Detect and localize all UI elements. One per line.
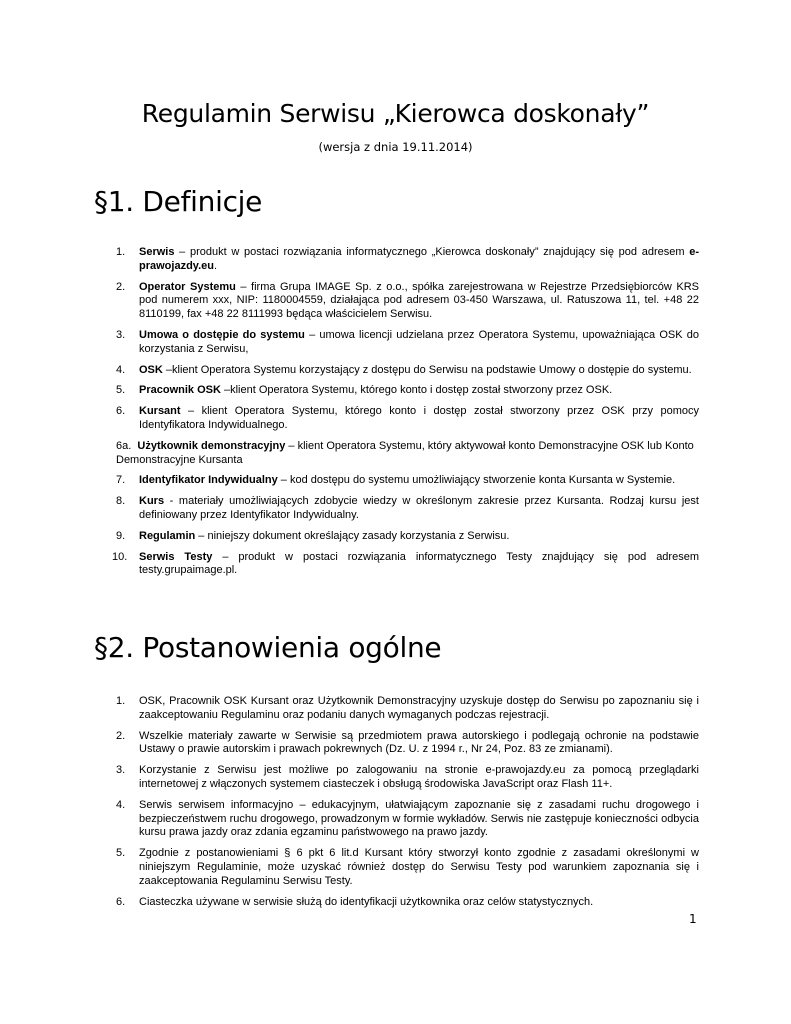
definitions-list: [0, 246, 791, 578]
list-item: 9. Regulamin – niniejszy dokument określający zasady korzystania z Serwisu.: [116, 529, 510, 542]
list-item: 4. OSK –klient Operatora Systemu korzystający z dostępu do Serwisu na podstawie Umowy o dostępie do systemu.: [116, 363, 692, 376]
list-item: 7. Identyfikator Indywidualny – kod dostępu do systemu umożliwiający stworzenie konta Kursanta w Systemie.: [116, 474, 676, 487]
list-item: 5. Pracownik OSK –klient Operatora Systemu, którego konto i dostęp został stworzony przez OSK.: [116, 384, 613, 397]
document-version: (wersja z dnia 19.11.2014): [318, 140, 473, 154]
document-title: Regulamin Serwisu „Kierowca doskonały”: [141, 99, 650, 128]
list-item: 10. Serwis Testy – produkt w postaci rozwiązania informatycznego Testy znajdujący się pod adresem testy.grupaimage.pl.: [112, 550, 699, 577]
list-item: 6. Ciasteczka używane w serwisie służą do identyfikacji użytkownika oraz celów statystycznych.: [116, 895, 594, 908]
list-item: 3. Umowa o dostępie do systemu – umowa licencji udzielana przez Operatora Systemu, upoważniająca OSK do korzystania z Serwisu,: [116, 328, 699, 355]
list-item: 3. Korzystanie z Serwisu jest możliwe po zalogowaniu na stronie e-prawojazdy.eu za pomocą przeglądarki internetowej z włączonych systemem ciasteczek i obsługą środowiska JavaScript oraz Flash 11+.: [116, 764, 699, 790]
list-item: 6. Kursant – klient Operatora Systemu, którego konto i dostęp został stworzony przez OSK przy pomocy Identyfikatora Indywidualnego.: [116, 405, 699, 431]
page-number: 1: [689, 912, 697, 926]
list-item: 2. Operator Systemu – firma Grupa IMAGE Sp. z o.o., spółka zarejestrowana w Rejestrze Przedsiębiorców KRS pod numerem xxx, NIP: 1180004559, działająca pod adresem 03-450 Warszawa, ul. Ratuszowa 11, tel. +48 22 8110199, fax +48 22 8111993 będąca właścicielem Serwisu.: [116, 280, 699, 321]
general-provisions-list: [0, 695, 791, 909]
list-item: 6a. Użytkownik demonstracyjny – klient Operatora Systemu, który aktywował konto Demonstracyjne OSK lub Konto Demonstracyjne Kursanta: [116, 439, 694, 466]
section-1-heading: §1. Definicje: [94, 185, 263, 218]
list-item: 2. Wszelkie materiały zawarte w Serwisie są przedmiotem prawa autorskiego i podlegają ochronie na podstawie Ustawy o prawie autorskim i prawach pokrewnych (Dz. U. z 1994 r., Nr 24, Poz. 83 ze zmianami).: [116, 729, 699, 756]
list-item: 1. Serwis – produkt w postaci rozwiązania informatycznego „Kierowca doskonały” znajdujący się pod adresem e-prawojazdy.eu.: [116, 246, 699, 272]
section-2-heading: §2. Postanowienia ogólne: [94, 631, 442, 664]
list-item: 5. Zgodnie z postanowieniami § 6 pkt 6 lit.d Kursant który stworzył konto zgodnie z zasadami określonymi w niniejszym Regulaminie, może uzyskać również dostęp do Serwisu Testy pod warunkiem zapoznania się i zaakceptowania Regulaminu Serwisu Testy.: [116, 847, 699, 887]
list-item: 1. OSK, Pracownik OSK Kursant oraz Użytkownik Demonstracyjny uzyskuje dostęp do Serwisu po zapoznaniu się i zaakceptowaniu Regulaminu oraz podaniu danych wymaganych podczas rejestracji.: [116, 695, 699, 721]
list-item: 8. Kurs - materiały umożliwiających zdobycie wiedzy w określonym zakresie przez Kursanta. Rodzaj kursu jest definiowany przez Identyfikator Indywidualny.: [116, 495, 699, 521]
list-item: 4. Serwis serwisem informacyjno – edukacyjnym, ułatwiającym zapoznanie się z zasadami ruchu drogowego i bezpieczeństwem ruchu drogowego, prowadzonym w formie wykładów. Serwis nie zastępuje konieczności odbycia kursu prawa jazdy oraz zdania egzaminu państwowego na prawo jazdy.: [116, 798, 699, 839]
